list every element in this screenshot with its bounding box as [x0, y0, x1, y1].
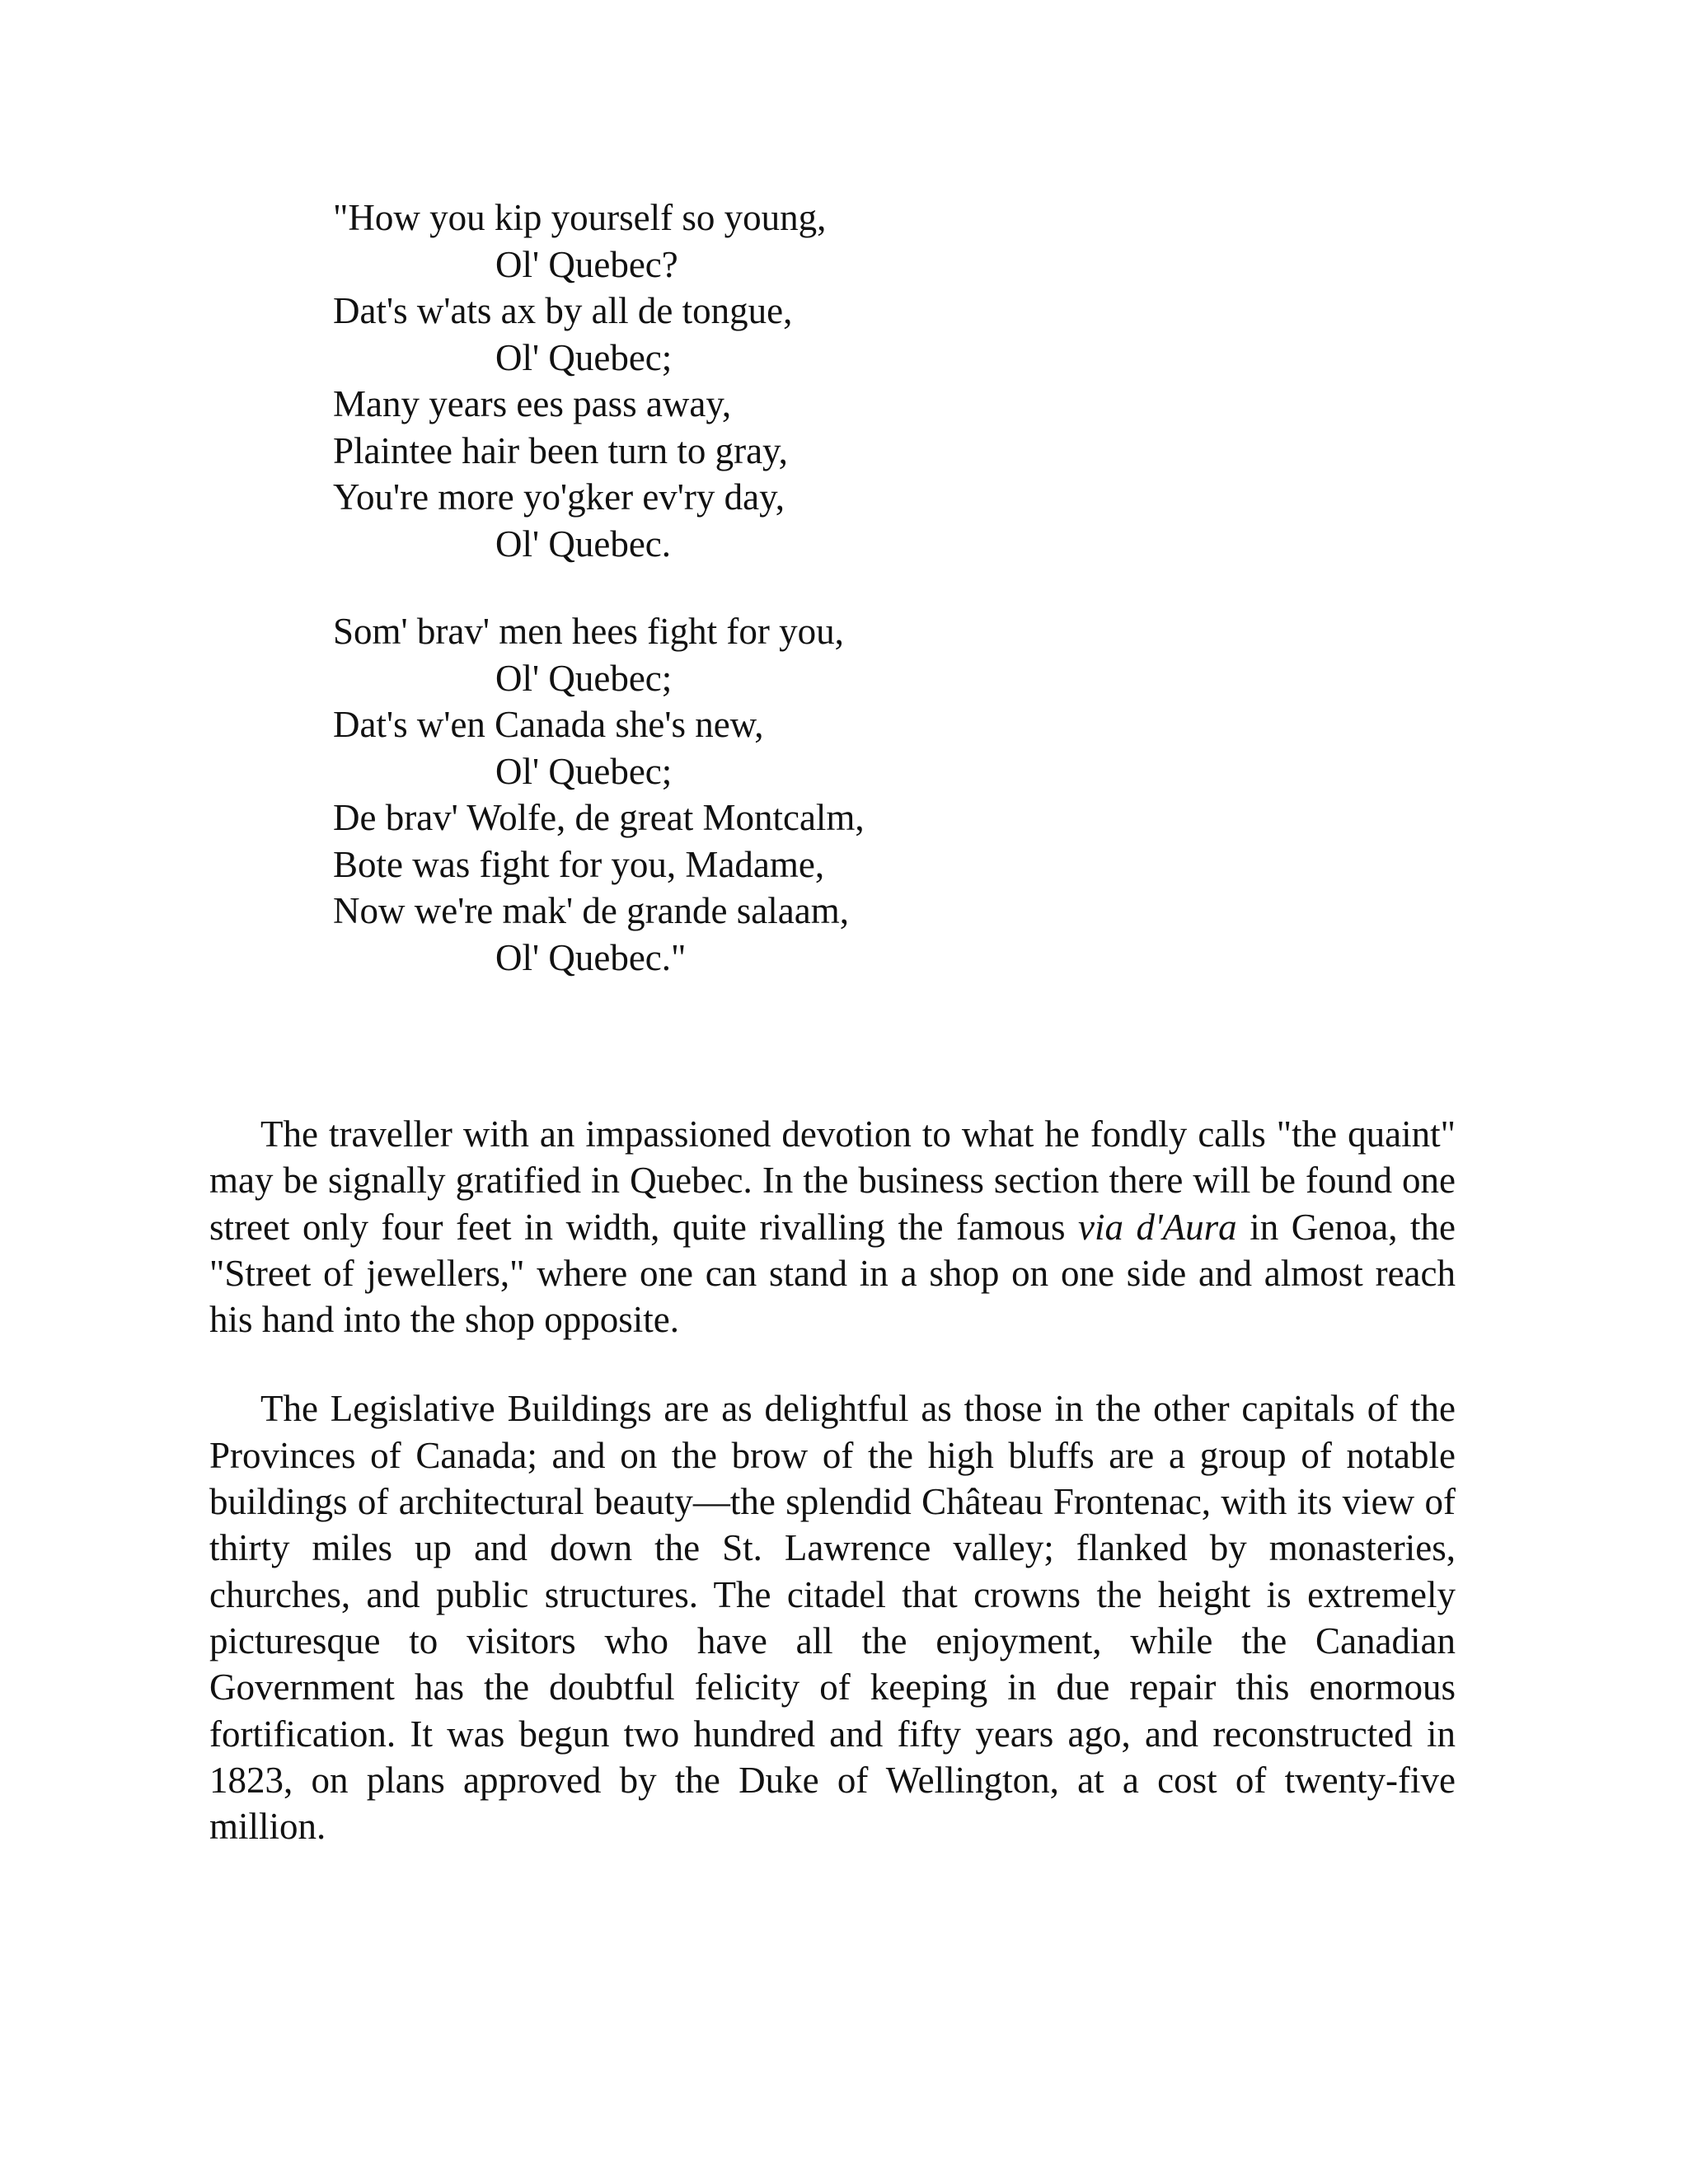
poem — [333, 194, 1404, 1022]
poem-refrain-line: Ol' Quebec; — [495, 336, 673, 378]
poem-line: Dat's w'en Canada she's new, — [333, 704, 764, 745]
poem-line: Dat's w'ats ax by all de tongue, — [333, 290, 793, 331]
poem-line: Now we're mak' de grande salaam, — [333, 890, 849, 931]
poem-line: De brav' Wolfe, de great Montcalm, — [333, 797, 865, 838]
poem-line: Plaintee hair been turn to gray, — [333, 429, 788, 471]
poem-line: Som' brav' men hees fight for you, — [333, 611, 844, 652]
prose-body — [209, 1111, 1456, 1892]
poem-refrain-line: Ol' Quebec." — [495, 936, 687, 978]
paragraph-quaint-quebec — [209, 1111, 1456, 1343]
poem-line: Many years ees pass away, — [333, 383, 732, 424]
paragraph-text: The traveller with an impassioned devotion to what he fondly calls "the quaint" may be signally gratified in Quebec. In the business section there will be found one street only four feet in width, quite rivalling the famous — [209, 1113, 1456, 1248]
poem-line: Bote was fight for you, Madame, — [333, 843, 825, 885]
italic-street-name: via d'Aura — [1078, 1206, 1237, 1248]
paragraph-legislative-buildings: The Legislative Buildings are as delightful as those in the other capitals of the Provinces of Canada; and on the brow of the high bluffs are a group of notable buildings of architectural beauty—the splendid Château Frontenac, with its view of thirty miles up and down the St. Lawrence valley; flanked by monasteries, churches, and public structures. The citadel that crowns the height is extremely picturesque to visitors who have all the enjoyment, while the Canadian Government has the doubtful felicity of keeping in due repair this enormous fortification. It was begun two hundred and fifty years ago, and reconstructed in 1823, on plans approved by the Duke of Wellington, at a cost of twenty-five million. — [209, 1388, 1456, 1848]
paragraph-text: in Genoa, the "Street of jewellers," where one can stand in a shop on one side and almost reach his hand into the shop opposite. — [209, 1206, 1456, 1341]
poem-refrain-line: Ol' Quebec; — [495, 657, 673, 699]
poem-stanza-1 — [333, 194, 1404, 567]
poem-stanza-2 — [333, 608, 1404, 981]
poem-line: You're more yo'gker ev'ry day, — [333, 476, 785, 518]
poem-refrain-line: Ol' Quebec. — [495, 523, 672, 565]
poem-refrain-line: Ol' Quebec? — [495, 243, 678, 285]
poem-refrain-line: Ol' Quebec; — [495, 750, 673, 792]
poem-line: "How you kip yourself so young, — [333, 197, 827, 238]
